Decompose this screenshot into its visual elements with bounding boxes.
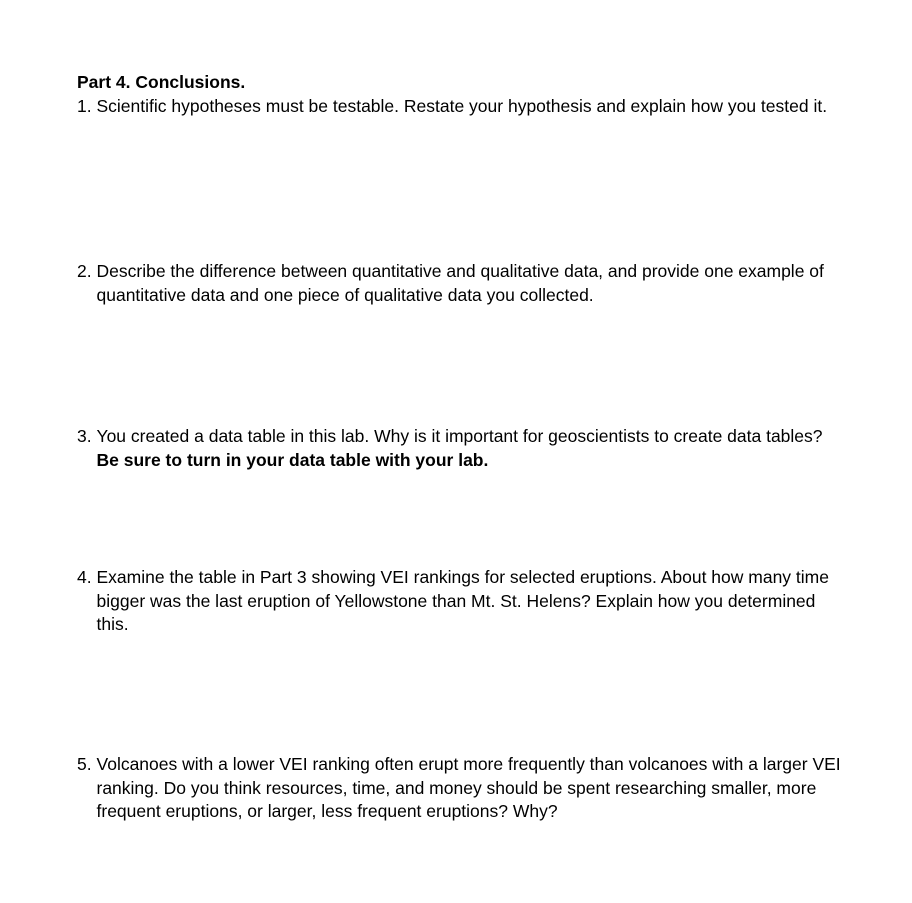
question-number: 1. <box>77 96 92 116</box>
question-text <box>97 753 848 824</box>
question-text <box>97 260 848 307</box>
question-text <box>97 95 848 119</box>
question-prompt: You created a data table in this lab. Why is it important for geoscientists to create data tables? <box>96 426 823 446</box>
question-4 <box>77 566 847 637</box>
question-3 <box>77 425 847 472</box>
section-heading: Part 4. Conclusions. <box>77 72 246 92</box>
question-text <box>97 425 848 472</box>
question-number: 3. <box>77 426 92 446</box>
question-instruction-bold: Be sure to turn in your data table with your lab. <box>96 449 489 470</box>
question-text <box>97 566 848 637</box>
question-5 <box>77 753 847 824</box>
question-prompt: Describe the difference between quantitative and qualitative data, and provide one example of quantitative data and one piece of qualitative data you collected. <box>96 261 824 305</box>
question-number: 2. <box>77 261 92 281</box>
question-1 <box>77 95 847 119</box>
question-2 <box>77 260 847 307</box>
question-prompt: Scientific hypotheses must be testable. Restate your hypothesis and explain how you tested it. <box>96 96 828 116</box>
question-number: 4. <box>77 567 92 587</box>
question-number: 5. <box>77 754 92 774</box>
question-prompt: Examine the table in Part 3 showing VEI rankings for selected eruptions. About how many time bigger was the last eruption of Yellowstone than Mt. St. Helens? Explain how you determined this. <box>96 567 829 634</box>
question-prompt: Volcanoes with a lower VEI ranking often erupt more frequently than volcanoes with a larger VEI ranking. Do you think resources, time, and money should be spent researching smaller, more frequent eruptions, or larger, less frequent eruptions? Why? <box>96 754 841 821</box>
